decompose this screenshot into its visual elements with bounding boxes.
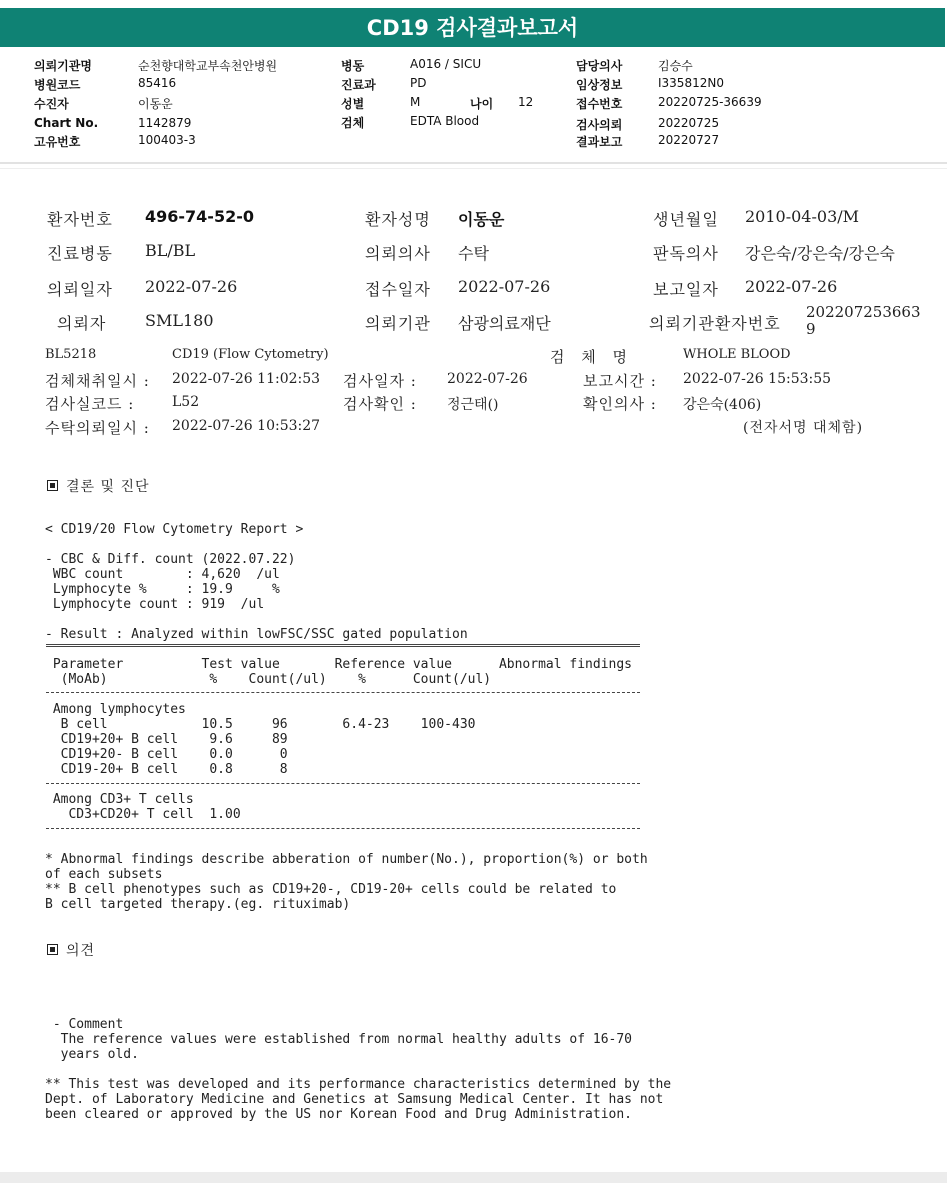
patient-label: 의뢰의사 [365,244,431,263]
header-value: 김승수 [658,59,693,73]
note-line: * Abnormal findings describe abberation of number(No.), proportion(%) or both [45,852,648,867]
table-body-tcells [45,792,241,822]
header-label: 나이 [470,97,494,111]
report-title: CD19 검사결과보고서 [0,8,945,47]
test-value: 2022-07-26 11:02:53 [172,371,321,387]
test-label: 보고시간 : [583,372,657,390]
table-body-lymphocytes [45,702,475,777]
header-label: 진료과 [341,78,376,92]
patient-label: 환자번호 [47,210,113,229]
note-line: ** B cell phenotypes such as CD19+20-, CD19-20+ cells could be related to [45,882,617,897]
report-line: - Result : Analyzed within lowFSC/SSC gated population [45,627,468,642]
table-header [45,657,632,687]
header-label: 결과보고 [576,135,623,149]
report-line [45,612,468,627]
patient-label: 판독의사 [653,244,719,263]
specimen-label: 검 체 명 [550,348,629,366]
test-value: L52 [172,394,200,410]
patient-label: 의뢰자 [57,314,107,333]
patient-label: 생년월일 [653,210,719,229]
esign-note: (전자서명 대체함) [743,420,864,436]
table-row: B cell 10.5 96 6.4-23 100-430 [45,717,476,732]
patient-label: 의뢰기관환자번호 [649,314,781,333]
table-row: CD19-20+ B cell 0.8 8 [45,762,288,777]
comment-line: The reference values were established from normal healthy adults of 16-70 [45,1032,632,1047]
header-label: 담당의사 [576,59,623,73]
report-line: WBC count : 4,620 /ul [45,567,280,582]
patient-value: BL/BL [145,241,196,260]
patient-value: 강은숙/강은숙/강은숙 [745,244,895,263]
patient-value: 202207253663 [806,303,921,321]
test-value: 2022-07-26 [447,371,528,387]
header-label: 병원코드 [34,78,81,92]
bottom-bar [0,1172,947,1183]
table-header-line: Parameter Test value Reference value Abnormal findings [45,657,632,672]
patient-label: 환자성명 [365,210,431,229]
disclaimer-line: Dept. of Laboratory Medicine and Genetics at Samsung Medical Center. It has not [45,1092,664,1107]
header-label: 고유번호 [34,135,81,149]
report-line: Lymphocyte count : 919 /ul [45,597,265,612]
test-label: 확인의사 : [583,395,657,413]
comment-block [45,1017,632,1062]
disclaimer-line: ** This test was developed and its performance characteristics determined by the [45,1077,672,1092]
header-label: 수진자 [34,97,69,111]
section-diagnosis [47,476,150,496]
header-value: I335812N0 [658,76,724,90]
patient-value: 9 [806,320,816,338]
header-divider-thin [0,168,947,169]
header-label: 성별 [341,97,365,111]
square-bullet-icon [47,944,58,955]
table-header-line: (MoAb) % Count(/ul) % Count(/ul) [45,672,492,687]
patient-value: 삼광의료재단 [458,314,551,333]
test-label: 검사실코드 : [45,395,135,413]
patient-label: 보고일자 [653,280,719,299]
patient-value: 2022-07-26 [458,277,551,296]
report-line: < CD19/20 Flow Cytometry Report > [45,522,304,537]
table-row: CD19+20+ B cell 9.6 89 [45,732,288,747]
table-row: Among lymphocytes [45,702,186,717]
header-value: 20220725-36639 [658,95,762,109]
report-line [45,537,468,552]
header-value: 100403-3 [138,133,196,147]
test-label: 검사일자 : [343,372,417,390]
table-bottom-rule [46,828,640,829]
header-value: 85416 [138,76,177,90]
disclaimer-line: been cleared or approved by the US nor Korean Food and Drug Administration. [45,1107,632,1122]
header-value: 12 [518,95,534,109]
patient-label: 의뢰일자 [47,280,113,299]
header-label: 의뢰기관명 [34,59,92,73]
patient-value: 2022-07-26 [745,277,838,296]
comment-line: - Comment [45,1017,124,1032]
test-value: 정근태() [447,397,499,413]
section-opinion [47,940,95,960]
header-divider [0,162,947,164]
table-top-rule [46,644,640,647]
header-value: 순천향대학교부속천안병원 [138,59,278,73]
patient-value: 2022-07-26 [145,277,238,296]
test-label: 검체채취일시 : [45,372,150,390]
test-value: 2022-07-26 15:53:55 [683,371,832,387]
header-value: 20220727 [658,133,720,147]
test-code: BL5218 [45,347,97,362]
header-value: PD [410,76,427,90]
header-value: A016 / SICU [410,57,482,71]
test-name: CD19 (Flow Cytometry) [172,347,329,362]
table-row: CD3+CD20+ T cell 1.00 [45,807,241,822]
report-line: - CBC & Diff. count (2022.07.22) [45,552,296,567]
table-mid-rule [46,783,640,784]
header-value: 1142879 [138,116,192,130]
note-line: of each subsets [45,867,163,882]
report-notes [45,852,648,912]
disclaimer-block [45,1077,671,1122]
test-label: 수탁의뢰일시 : [45,419,150,437]
patient-value: 2010-04-03/M [745,207,860,226]
section-title: 의견 [66,943,96,959]
report-line: Lymphocyte % : 19.9 % [45,582,280,597]
patient-label: 진료병동 [47,244,113,263]
patient-label: 의뢰기관 [365,314,431,333]
note-line: B cell targeted therapy.(eg. rituximab) [45,897,351,912]
header-label: 검체 [341,116,365,130]
header-label: 접수번호 [576,97,623,111]
patient-label: 접수일자 [365,280,431,299]
square-bullet-icon [47,480,58,491]
header-label: 병동 [341,59,365,73]
header-label: Chart No. [34,116,99,130]
section-title: 결론 및 진단 [66,479,150,495]
header-value: 이동운 [138,97,173,111]
test-label: 검사확인 : [343,395,417,413]
table-row: CD19+20- B cell 0.0 0 [45,747,288,762]
test-value: 강은숙(406) [683,397,762,413]
header-label: 검사의뢰 [576,118,623,132]
header-value: EDTA Blood [410,114,480,128]
header-value: 20220725 [658,116,720,130]
patient-value: 수탁 [458,244,489,263]
table-row: Among CD3+ T cells [45,792,194,807]
test-value: 2022-07-26 10:53:27 [172,418,321,434]
patient-name: 이동운 [458,210,505,229]
header-value: M [410,95,421,109]
comment-line: years old. [45,1047,139,1062]
specimen-value: WHOLE BLOOD [683,347,791,362]
table-header-rule [46,692,640,693]
patient-number: 496-74-52-0 [145,207,254,226]
patient-value: SML180 [145,311,214,330]
report-intro [45,522,468,642]
header-label: 임상정보 [576,78,623,92]
